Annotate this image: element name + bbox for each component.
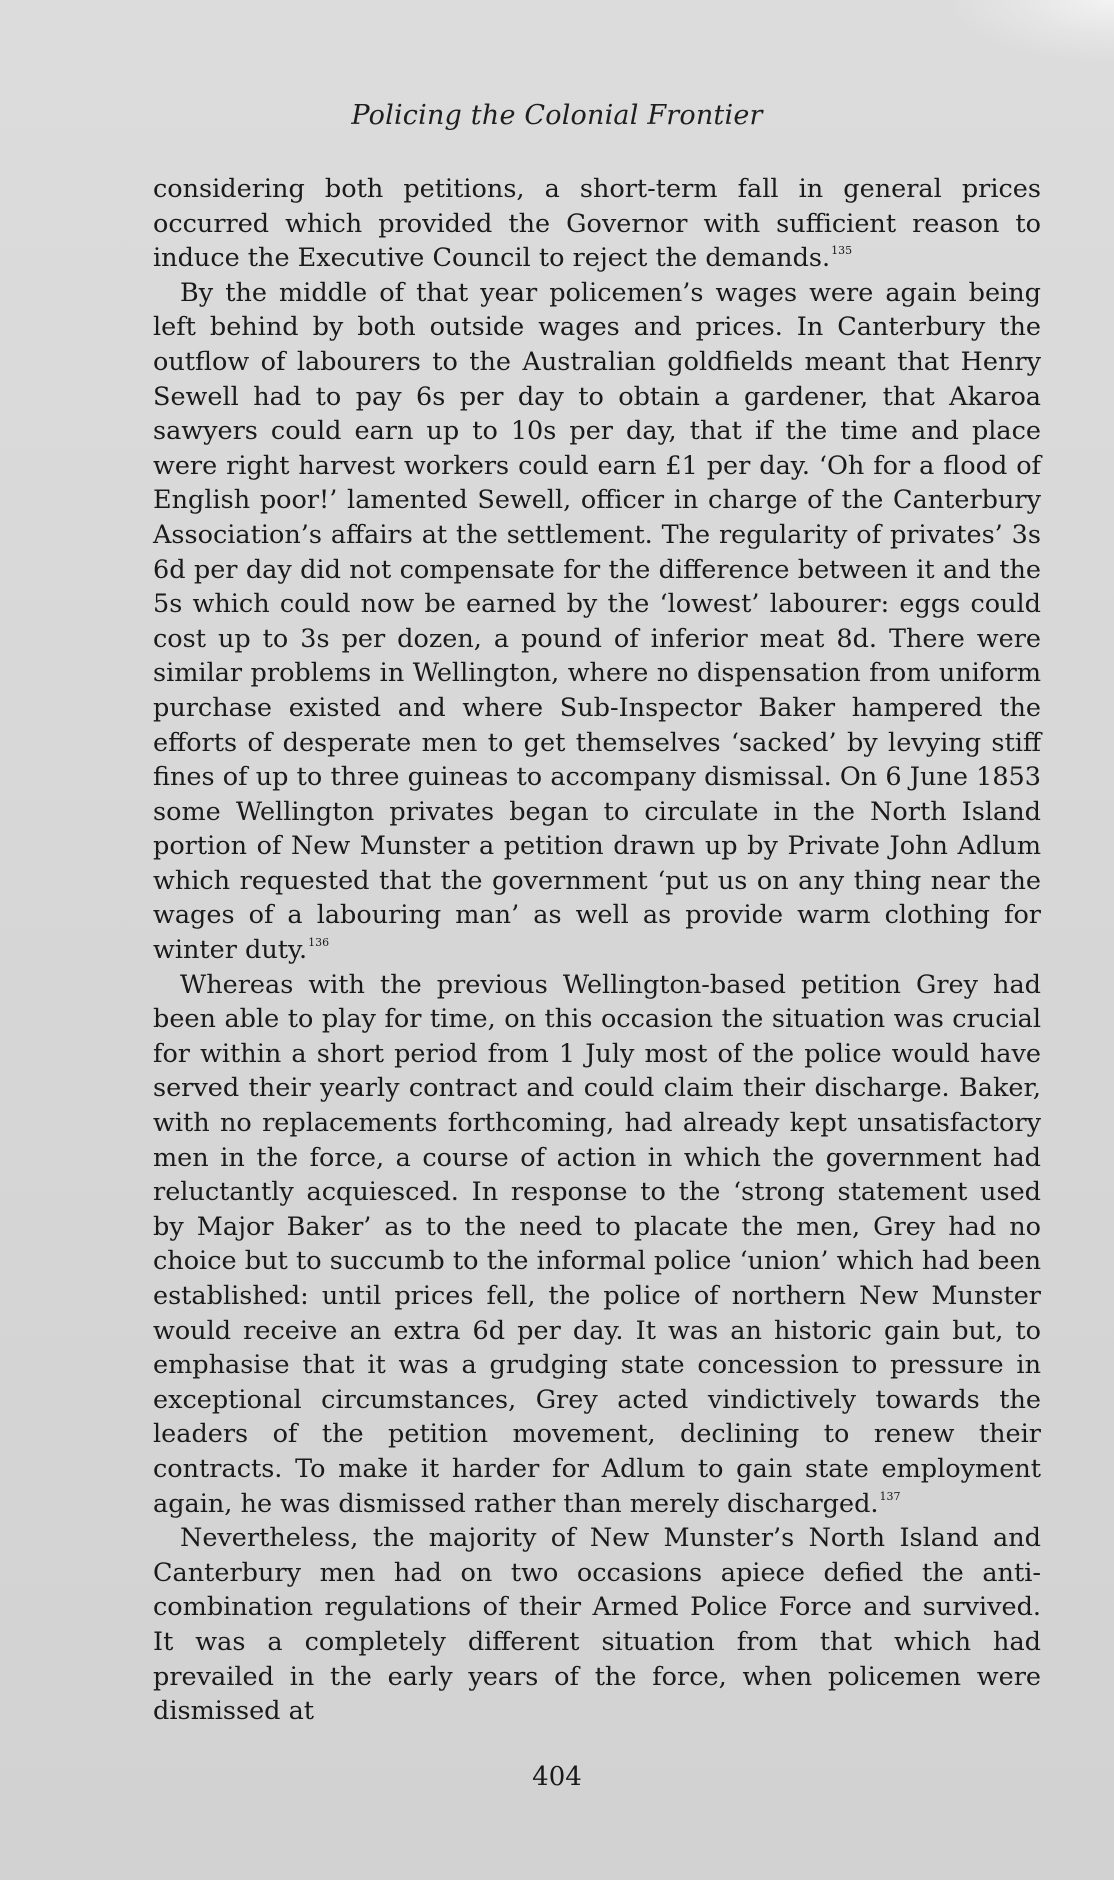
paragraph <box>153 172 1041 276</box>
footnote-ref: 136 <box>308 936 330 950</box>
paragraph <box>153 968 1041 1522</box>
running-head: Policing the Colonial Frontier <box>351 100 763 131</box>
paragraph-text: By the middle of that year policemen’s wages were again being left behind by both outside wages and prices. In Canterbury the outflow of labourers to the Australian goldfields meant that Henry Sewell had to pay 6s per day to obtain a gardener, that Akaroa sawyers could earn up to 10s per day, that if the time and place were right harvest workers could earn £1 per day. ‘Oh for a flood of English poor!’ lamented Sewell, officer in charge of the Canterbury Association’s affairs at the settlement. The regularity of privates’ 3s 6d per day did not compensate for the difference between it and the 5s which could now be earned by the ‘lowest’ labourer: eggs could cost up to 3s per dozen, a pound of inferior meat 8d. There were similar problems in Wellington, where no dispensation from uniform purchase existed and where Sub-Inspector Baker hampered the efforts of desperate men to get themselves ‘sacked’ by levying stiff fines of up to three guineas to accompany dismissal. On 6 June 1853 some Wellington privates began to circulate in the North Island portion of New Munster a petition drawn up by Private John Adlum which requested that the government ‘put us on any thing near the wages of a labouring man’ as well as provide warm clothing for winter duty. <box>153 277 1041 966</box>
page-corner-shadow <box>954 0 1114 60</box>
footnote-ref: 135 <box>831 244 853 258</box>
page-number: 404 <box>532 1762 582 1792</box>
body-text <box>153 172 1041 1729</box>
footnote-ref: 137 <box>879 1489 901 1503</box>
paragraph-text: Nevertheless, the majority of New Munster’s North Island and Canterbury men had on two occasions apiece defied the anti-combination regulations of their Armed Police Force and survived. It was a completely different situation from that which had prevailed in the early years of the force, when policemen were dismissed at <box>153 1523 1041 1727</box>
paragraph-text: Whereas with the previous Wellington-based petition Grey had been able to play for time, on this occasion the situation was crucial for within a short period from 1 July most of the police would have served their yearly contract and could claim their discharge. Baker, with no replacements forthcoming, had already kept unsatisfactory men in the force, a course of action in which the government had reluctantly acquiesced. In response to the ‘strong statement used by Major Baker’ as to the need to placate the men, Grey had no choice but to succumb to the informal police ‘union’ which had been established: until prices fell, the police of northern New Munster would receive an extra 6d per day. It was an historic gain but, to emphasise that it was a grudging state concession to pressure in exceptional circumstances, Grey acted vindictively towards the leaders of the petition movement, declining to renew their contracts. To make it harder for Adlum to gain state employment again, he was dismissed rather than merely discharged. <box>153 969 1041 1519</box>
paragraph <box>153 1521 1041 1729</box>
paragraph-text: considering both petitions, a short-term fall in general prices occurred which provided the Governor with sufficient reason to induce the Executive Council to reject the demands. <box>153 174 1041 274</box>
paragraph <box>153 276 1041 968</box>
